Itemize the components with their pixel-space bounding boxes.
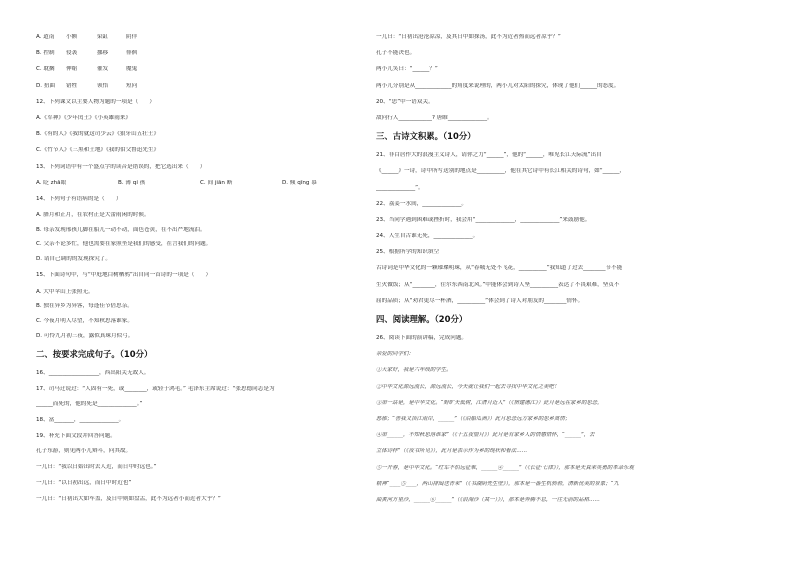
- q12-option-b: B.《有的人》《我的就这司少云》《狼牙山五壮士》: [36, 131, 160, 138]
- q19-cont-line-2: 孔子不能决也。: [376, 50, 416, 57]
- right-column: [376, 34, 768, 513]
- q19-stem: 19、补充下面文段并回答问题。: [36, 433, 116, 439]
- q21-line-2: 《______》一诗，诗中所写送别的地点是__________，他在其它诗中有长江相关的诗句，如“______，: [376, 168, 626, 175]
- q14-option-c: C. 父亲不论多忙，他也需要在家照坐是我们的感受，在言我们的问题。: [36, 241, 212, 248]
- q14-stem: 14、下列句子有语病的是（ ）: [36, 195, 122, 202]
- q15-option-d: D. 可怜九月初三夜，露似真珠月似弓。: [36, 332, 134, 339]
- q11-option-c: C. 耽搁 伸缩 催发 魔鬼: [36, 66, 138, 73]
- q19-line-4: 一儿曰：“日初出大如车盖，及日中则如盘盂，此不为远者小而近者大乎？”: [36, 496, 221, 503]
- q11-option-a: A. 道南 小额 染缸 阴佯: [36, 34, 138, 40]
- q11-option-d: D. 扭曲 错牲 领悟 短问: [36, 82, 138, 89]
- q19-line-2: 一儿曰：“我以日始出时去人近，而日中时远也。”: [36, 463, 157, 470]
- q21-line-3: ______________”。: [376, 184, 424, 191]
- q19-cont-line-1: 一儿曰：“日初出沧沧凉凉，及其日中如探汤，此不为近者热而远者凉乎？”: [376, 34, 561, 40]
- q25: 25、根据所学的知识填空: [376, 249, 440, 256]
- passage-line-9: 精神“____⑤____，两山排闼送青来”（《书湖阴先生壁》），那本是一番生机勃勃，清新优美的景象；“九: [376, 480, 619, 487]
- passage-line-4: ③第一站是，是中华文化。“野旷天低树，江清月近人”（《宿建德江》）此月是远在家乡的思念，: [376, 399, 603, 406]
- q15-option-c: C. 今夜月明人尽望，不知秋思落谁家。: [36, 317, 133, 324]
- q20: 20、“思”中一语双关。: [376, 98, 434, 105]
- passage-line-7: 立体诗样”（《夜书所见》），此月是表示作为乡的现状和看法……: [376, 448, 527, 455]
- passage-line-6: ④第______，不知秋思落谁家”（《十五夜望月》）此月是有家乡人的情感情怀，“______”，去: [376, 432, 595, 439]
- passage-line-2: ①大家好，我是六年级的学生。: [376, 367, 452, 374]
- q13-options: A. 眨 zhǎ眼 B. 薄 qí 孩 C. 间 jiān 断 D. 倾 qīng 慕: [36, 179, 317, 186]
- section-2-title: 二、按要求完成句子。（10分）: [36, 348, 153, 359]
- q15-stem: 15、下面诗句中，与“中庭地白树栖鸦”出自同一首诗的一项是（ ）: [36, 272, 212, 279]
- q19-line-1: 孔子东游，则见两小儿辩斗，问其故。: [36, 447, 132, 454]
- q13-stem: 13、下列词语中有一个盛点字的读音是错误的，把它选出来（ ）: [36, 163, 206, 170]
- q26: 26、阅读下面的演讲稿，完成问题。: [376, 335, 468, 341]
- q17-line-1: 17、司马迁说过：“人固有一死，或________，或轻于鸿毛。” 毛泽东主席说过：“张思德同志是为: [36, 385, 275, 392]
- q21-line-1: 21、非白居作大的浪漫主义诗人，请你之力“______”，他的“______，唯见长江天际流”出自: [376, 152, 602, 159]
- q24: 24、人生自古谁无死，______________。: [376, 233, 479, 240]
- q22: 22、荔姜一水间，______________。: [376, 200, 468, 207]
- q15-option-b: B. 独在异乡为异客，每逢佳节倍思亲。: [36, 303, 133, 310]
- q23: 23、当同学遇到困难或挫折时，我会用“______________，______________”来鼓励他。: [376, 216, 591, 223]
- q11-option-b: B. 控制 侵袭 挪移 徘徊: [36, 50, 138, 57]
- q15-option-a: A. 大中苹山上张照无。: [36, 288, 94, 295]
- q12-option-a: A.《军神》《少年闰土》《小英雄雨来》: [36, 114, 132, 121]
- q25-line-3: 屈的品质；从“劝君更尽一杯酒，__________”体会到了诗人对朋友的________情怀。: [376, 297, 584, 304]
- left-column: [36, 34, 380, 512]
- q19-cont-line-3: 两小儿笑曰：“______？”: [376, 66, 438, 73]
- q25-line-2: 生火做饭；从“________，往尔东西南北风。”中能体会到诗人坚__________表达了不畏艰难，坚贞不: [376, 281, 620, 288]
- q25-line-1: 古诗词是中华文化的一颗璀璨明珠，从“春城无处不飞花，__________”我知道了过去________节不能: [376, 265, 623, 272]
- passage-line-10: 曲黄河万里沙，______⑥______”（《浪淘沙（其一）》），那本是奔腾不息，一往无前的品格……: [376, 496, 600, 503]
- q19-cont-line-4: 两小儿分别是从_____________的角度来说理的，两小儿对太阳的探究，体现了他们______的态度。: [376, 82, 620, 89]
- q12-stem: 12、下列课文以主要人物为题的一项是（ ）: [36, 98, 155, 105]
- section-3-title: 三、古诗文积累。（10分）: [376, 131, 476, 142]
- passage-line-1: 亲爱的同学们：: [376, 351, 414, 358]
- q17-line-2: ______而死的，他的死是______________。”: [36, 400, 143, 407]
- q19-line-3: 一儿曰：“以日初出远，而日中时近也”: [36, 480, 132, 487]
- passage-line-5: 愁郁；“善我又顶江南岸，______”（《泊船瓜洲》）此月思念远方家乡的思乡离情；: [376, 415, 571, 422]
- section-4-title: 四、阅读理解。（20分）: [376, 314, 468, 324]
- passage-line-3: ②中华文化源远流长，源远流长，今天就让我们一起去寻找中华文化之美吧！: [376, 383, 560, 390]
- q14-option-b: B. 母亲发现邢孩儿脚在船儿一动不动，面色苍黄，在不出严地流泪。: [36, 226, 206, 233]
- passage-line-8: ⑤一开春，是中华文化。“红军不怕远征难，______④______”（《长征·七律》），那本是天真来英勇的革命乐观: [376, 464, 634, 471]
- q12-option-c: C.《竹节人》《三黑和土地》《我的伯父鲁迅先生》: [36, 147, 160, 154]
- q16: 16、__________________，西出阳关无故人。: [36, 369, 150, 376]
- q20-line-2: 敌问行人____________? 唐睢______________。: [376, 114, 493, 121]
- q18: 18、富_______，______________。: [36, 416, 125, 423]
- q14-option-a: A. 腊月和正月，在农村正是大蕾雨闲的时候。: [36, 212, 150, 219]
- q14-option-d: D. 请自己调的的发现探究了。: [36, 256, 111, 263]
